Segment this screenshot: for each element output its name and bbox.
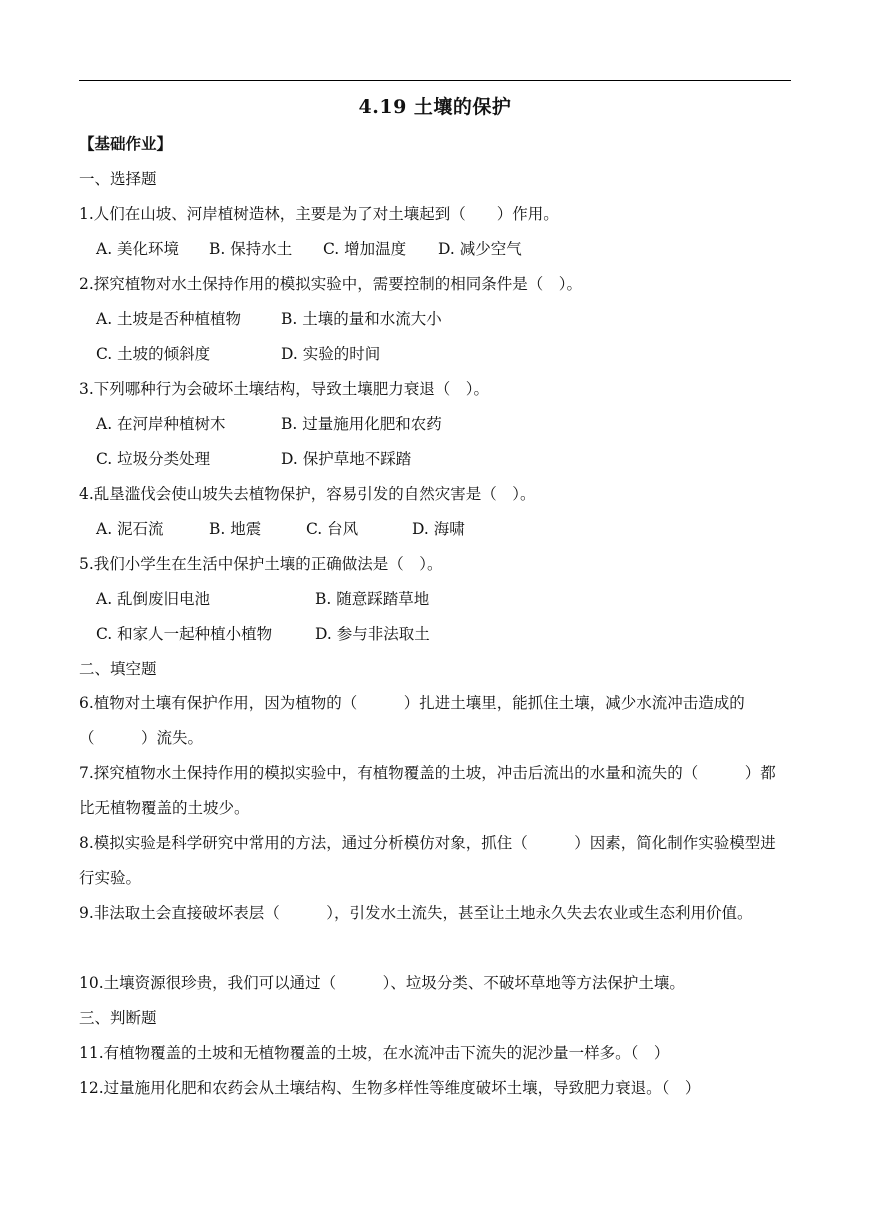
section-fill-heading: 二、填空题 [79, 660, 157, 678]
page-title: 4.19 土壤的保护 [358, 96, 512, 118]
q3-option-a: A. 在河岸种植树木 [96, 415, 226, 433]
q5-option-d: D. 参与非法取土 [315, 625, 430, 643]
question-4: 4.乱垦滥伐会使山坡失去植物保护，容易引发的自然灾害是（ ）。 [79, 485, 536, 503]
q3-option-c: C. 垃圾分类处理 [96, 450, 211, 468]
section-basic-heading: 【基础作业】 [79, 134, 173, 153]
question-6: 6.植物对土壤有保护作用，因为植物的（ ）扎进土壤里，能抓住土壤，减少水流冲击造成的（ ）流失。 [79, 694, 745, 747]
q2-option-a: A. 土坡是否种植植物 [96, 310, 242, 328]
q1-option-d: D. 减少空气 [438, 240, 522, 258]
q5-option-b: B. 随意踩踏草地 [315, 590, 430, 608]
q4-option-b: B. 地震 [209, 520, 262, 538]
q5-option-a: A. 乱倒废旧电池 [96, 590, 211, 608]
section-choice-heading: 一、选择题 [79, 170, 157, 188]
q4-option-d: D. 海啸 [412, 520, 465, 538]
question-8: 8.模拟实验是科学研究中常用的方法，通过分析模仿对象，抓住（ ）因素，简化制作实验模型进行实验。 [79, 834, 776, 887]
header-rule [79, 80, 791, 81]
question-10: 10.土壤资源很珍贵，我们可以通过（ ）、垃圾分类、不破坏草地等方法保护土壤。 [79, 974, 685, 992]
question-12: 12.过量施用化肥和农药会从土壤结构、生物多样性等维度破坏土壤，导致肥力衰退。（ ） [79, 1079, 701, 1097]
q1-option-b: B. 保持水土 [209, 240, 293, 258]
q4-option-a: A. 泥石流 [96, 520, 164, 538]
section-judge-heading: 三、判断题 [79, 1009, 157, 1027]
q1-option-a: A. 美化环境 [96, 240, 180, 258]
q3-option-d: D. 保护草地不踩踏 [281, 450, 412, 468]
question-11: 11.有植物覆盖的土坡和无植物覆盖的土坡，在水流冲击下流失的泥沙量一样多。（ ） [79, 1044, 670, 1062]
q5-option-c: C. 和家人一起种植小植物 [96, 625, 273, 643]
question-7: 7.探究植物水土保持作用的模拟实验中，有植物覆盖的土坡，冲击后流出的水量和流失的（ ）都比无植物覆盖的土坡少。 [79, 764, 776, 817]
q3-option-b: B. 过量施用化肥和农药 [281, 415, 442, 433]
question-9: 9.非法取土会直接破坏表层（ ），引发水土流失，甚至让土地永久失去农业或生态利用价值。 [79, 904, 753, 922]
question-3: 3.下列哪种行为会破坏土壤结构，导致土壤肥力衰退（ ）。 [79, 380, 490, 398]
question-2: 2.探究植物对水土保持作用的模拟实验中，需要控制的相同条件是（ ）。 [79, 275, 583, 293]
q2-option-b: B. 土壤的量和水流大小 [281, 310, 442, 328]
question-5: 5.我们小学生在生活中保护土壤的正确做法是（ ）。 [79, 555, 443, 573]
question-1: 1.人们在山坡、河岸植树造林，主要是为了对土壤起到（ ）作用。 [79, 205, 559, 223]
q2-option-c: C. 土坡的倾斜度 [96, 345, 211, 363]
q2-option-d: D. 实验的时间 [281, 345, 381, 363]
q1-option-c: C. 增加温度 [323, 240, 407, 258]
q4-option-c: C. 台风 [306, 520, 359, 538]
